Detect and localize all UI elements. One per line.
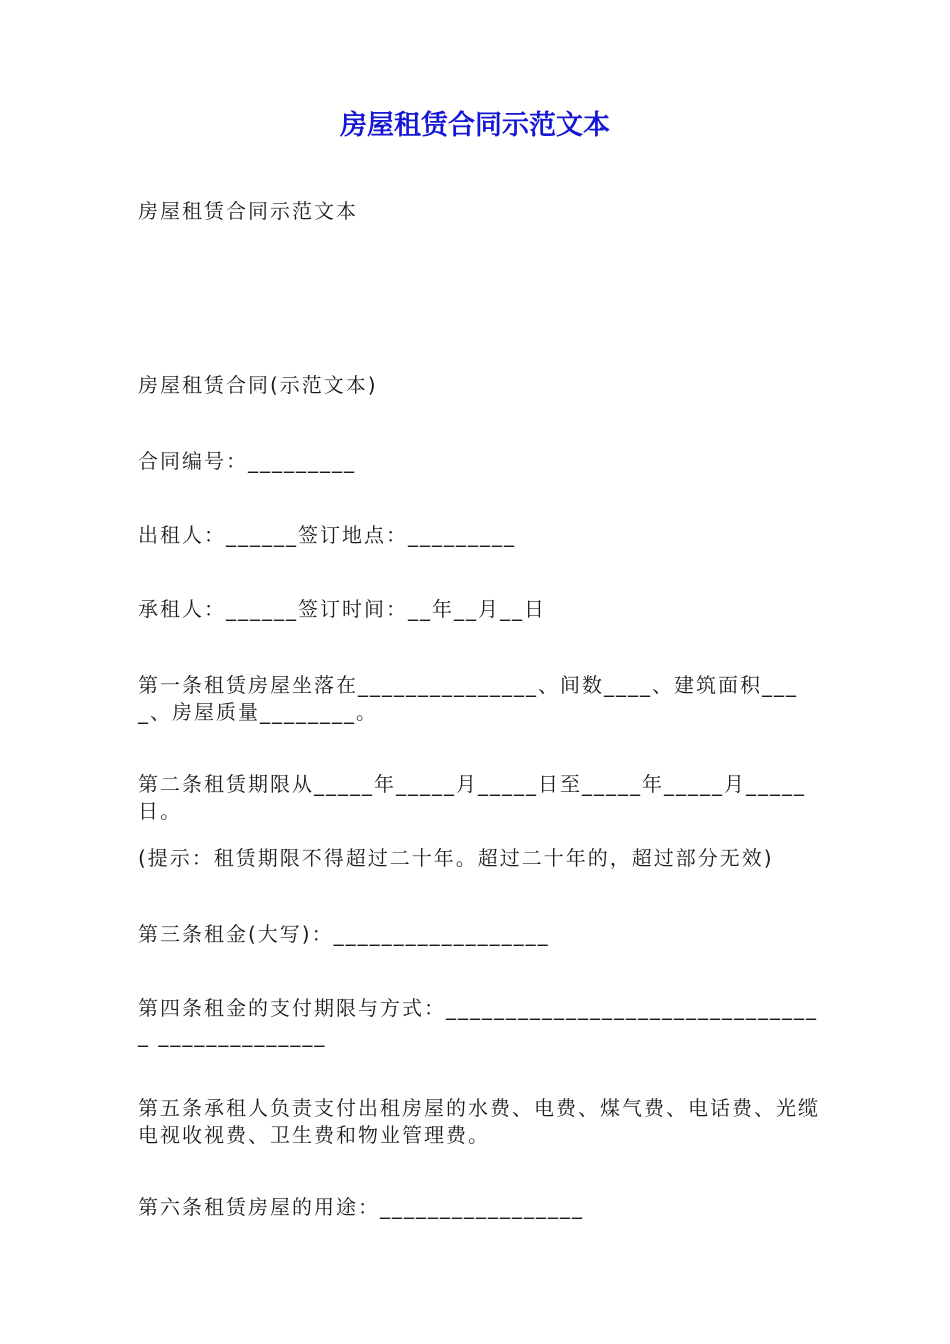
contract-heading: 房屋租赁合同(示范文本) bbox=[138, 373, 378, 397]
article-3: 第三条租金(大写)：__________________ bbox=[138, 922, 550, 946]
article-2: 第二条租赁期限从_____年_____月_____日至_____年_____月_____日。 bbox=[138, 772, 806, 823]
article-5: 第五条承租人负责支付出租房屋的水费、电费、煤气费、电话费、光缆电视收视费、卫生费和物业管理费。 bbox=[138, 1096, 820, 1147]
lessor-line: 出租人：______签订地点：_________ bbox=[138, 523, 516, 547]
article-6: 第六条租赁房屋的用途：_________________ bbox=[138, 1195, 584, 1219]
document-title: 房屋租赁合同示范文本 bbox=[340, 110, 610, 141]
article-4: 第四条租金的支付期限与方式：________________________________ ______________ bbox=[138, 996, 818, 1047]
lessee-line: 承租人：______签订时间：__年__月__日 bbox=[138, 597, 546, 621]
contract-number-line: 合同编号：_________ bbox=[138, 449, 356, 473]
article-1: 第一条租赁房屋坐落在_______________、间数____、建筑面积____、房屋质量________。 bbox=[138, 673, 798, 724]
lease-term-tip: (提示：租赁期限不得超过二十年。超过二十年的，超过部分无效) bbox=[138, 846, 774, 870]
subtitle-paragraph: 房屋租赁合同示范文本 bbox=[138, 199, 358, 223]
